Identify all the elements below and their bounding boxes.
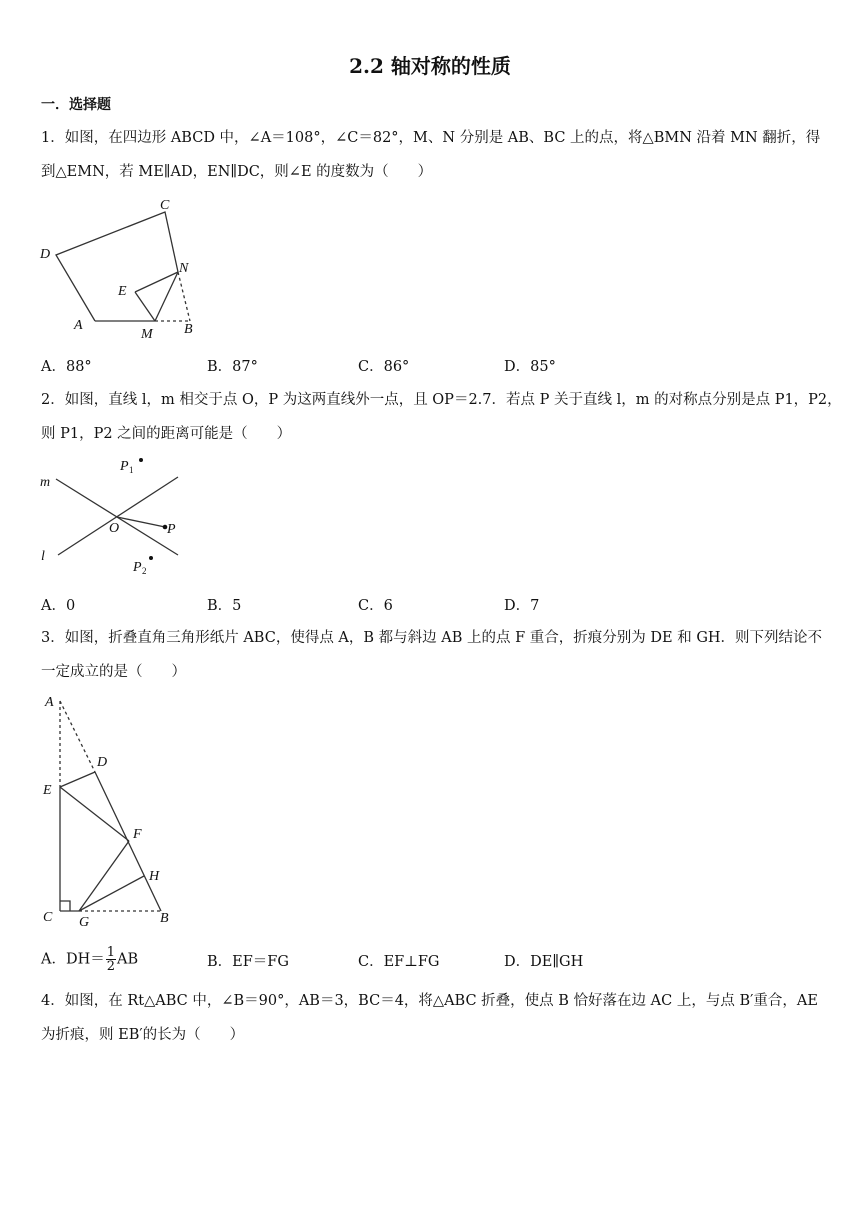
q2-option-a[interactable]: A．0 (41, 598, 76, 614)
q3-option-a-suffix: AB (117, 951, 139, 968)
q2-line1: 2．如图，直线 l，m 相交于点 O，P 为这两直线外一点，且 OP＝2.7．若点 P 关于直线 l，m 的对称点分别是点 P1，P2， (41, 392, 842, 408)
q2-label-m: m (40, 475, 51, 490)
q3-option-a-numerator: 1 (106, 945, 116, 960)
q3-option-a[interactable] (41, 946, 138, 973)
q4-line1: 4．如图，在 Rt△ABC 中，∠B＝90°，AB＝3，BC＝4，将△ABC 折叠，使点 B 恰好落在边 AC 上，与点 B′重合，AE (41, 993, 818, 1009)
q3-segment-FG (79, 841, 129, 911)
q3-label-g: G (79, 915, 90, 930)
q2-label-p: P (167, 522, 176, 537)
section-heading: 一．选择题 (41, 97, 111, 113)
q1-option-b[interactable]: B．87° (207, 359, 258, 375)
q1-label-D: D (40, 247, 51, 262)
q3-label-b: B (160, 911, 169, 926)
q1-option-d[interactable]: D．85° (504, 359, 556, 375)
q3-option-a-denominator: 2 (106, 959, 116, 974)
q3-label-e: E (43, 783, 52, 798)
q2-label-p1-sub: 1 (129, 465, 134, 475)
q1-option-a[interactable]: A．88° (41, 359, 92, 375)
q3-label-h: H (149, 869, 160, 884)
q1-line2: 到△EMN，若 ME∥AD，EN∥DC，则∠E 的度数为（ ） (41, 164, 433, 180)
q1-label-E: E (118, 284, 127, 299)
page-title: 2.2 轴对称的性质 (349, 54, 511, 78)
q2-option-c[interactable]: C．6 (358, 598, 393, 614)
q3-option-b[interactable]: B．EF＝FG (207, 954, 289, 970)
q3-fold-GH (79, 876, 144, 911)
q2-label-p2-sub: 2 (142, 566, 147, 576)
q3-line2: 一定成立的是（ ） (41, 664, 186, 680)
q2-option-d[interactable]: D．7 (504, 598, 540, 614)
q3-line1: 3．如图，折叠直角三角形纸片 ABC，使得点 A，B 都与斜边 AB 上的点 F 重合，折痕分别为 DE 和 GH．则下列结论不 (41, 630, 823, 646)
q1-label-N: N (179, 261, 189, 276)
q3-dashed-AD (60, 701, 95, 772)
q1-label-A: A (74, 318, 83, 333)
q3-label-c: C (43, 910, 53, 925)
q3-right-angle-mark (60, 901, 70, 911)
q1-label-C: C (160, 198, 170, 213)
q3-fold-DE (60, 772, 95, 787)
q3-label-a: A (45, 695, 54, 710)
q4-line2: 为折痕，则 EB′的长为（ ） (41, 1027, 245, 1043)
q3-option-d[interactable]: D．DE∥GH (504, 954, 584, 970)
q3-option-c[interactable]: C．EF⊥FG (358, 954, 440, 970)
q2-label-o: O (109, 521, 120, 536)
q2-label-p2: P (133, 560, 142, 575)
q1-line1: 1．如图，在四边形 ABCD 中，∠A＝108°，∠C＝82°，M、N 分别是 AB、BC 上的点，将△BMN 沿着 MN 翻折，得 (41, 130, 821, 146)
q3-option-a-prefix: A．DH＝ (41, 951, 105, 968)
q3-label-f: F (133, 827, 142, 842)
q3-label-d: D (97, 755, 108, 770)
q2-label-l: l (41, 549, 45, 564)
q1-label-M: M (141, 327, 153, 342)
q2-label-p1: P (120, 459, 129, 474)
q1-option-c[interactable]: C．86° (358, 359, 410, 375)
q2-option-b[interactable]: B．5 (207, 598, 242, 614)
q2-line2: 则 P1，P2 之间的距离可能是（ ） (41, 426, 292, 442)
q1-label-B: B (184, 322, 193, 337)
q3-option-a-fraction (106, 946, 116, 973)
q3-segment-EF (60, 787, 129, 841)
